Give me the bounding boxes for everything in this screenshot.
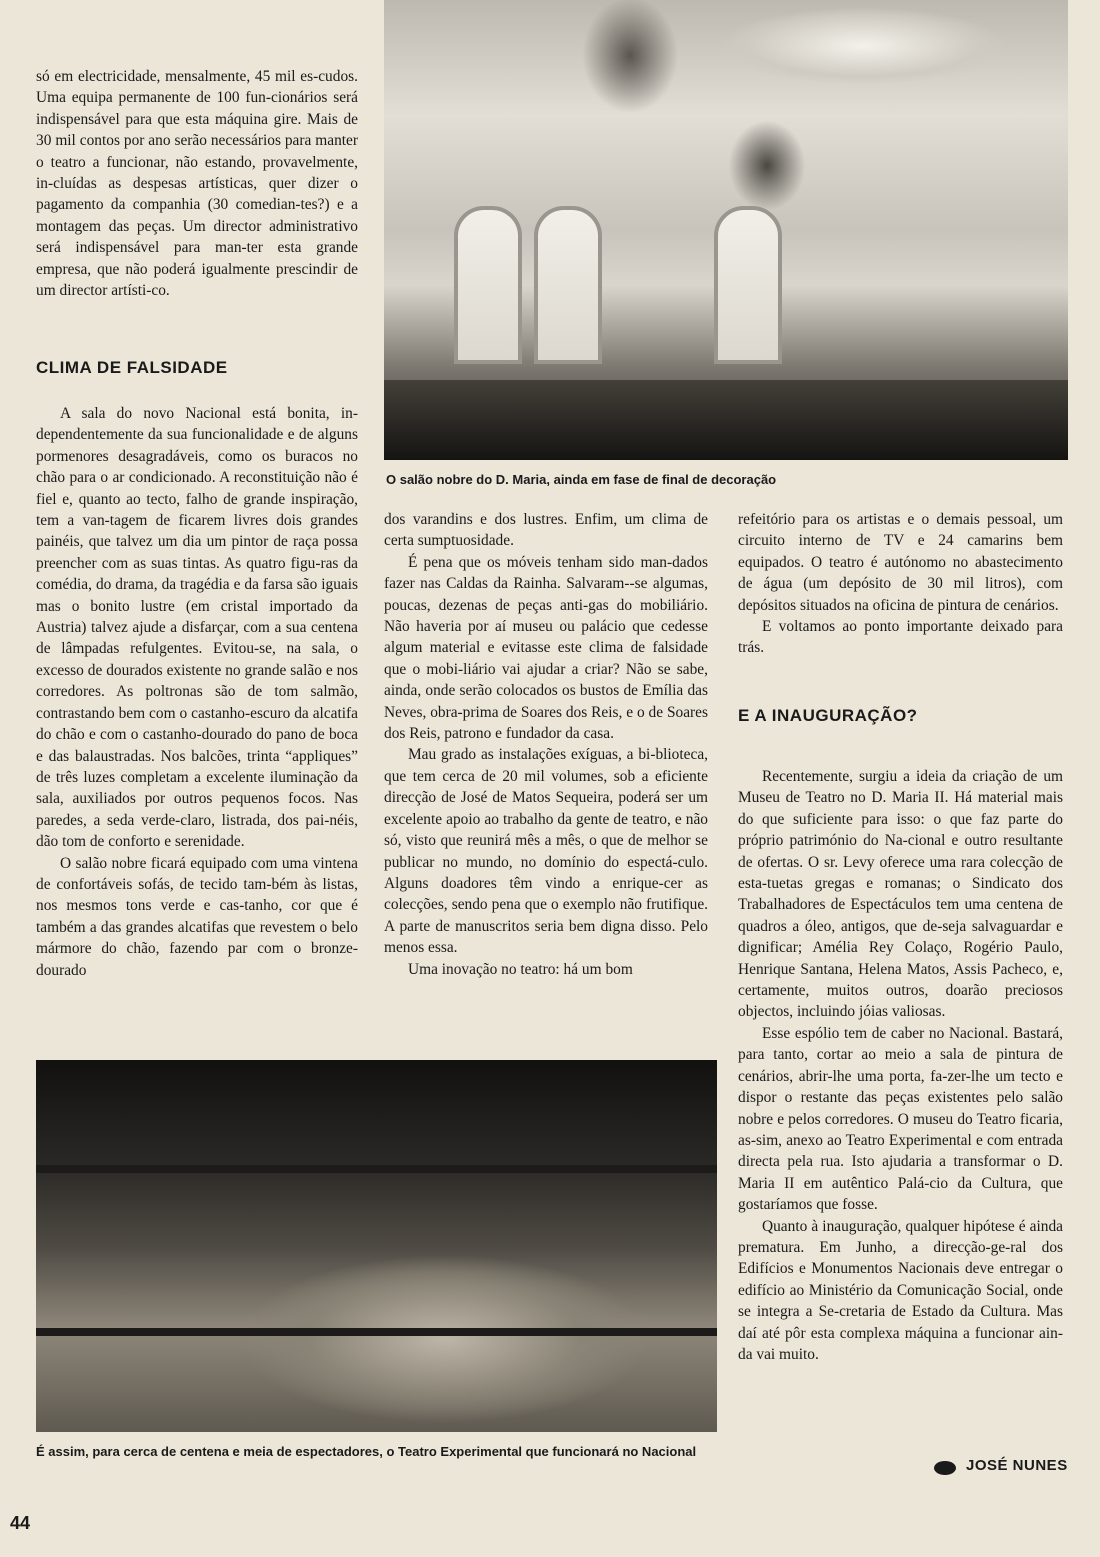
paragraph: Esse espólio tem de caber no Nacional. Bastará, para tanto, cortar ao meio a sala de pintura de cenários, abrir-lhe uma porta, fa-zer-lhe um tecto e dispor o restante das peças existentes pelo salão nobre e pelos corredores. O museu do Teatro ficaria, as-sim, anexo ao Teatro Experimental e com entrada directa pela rua. Isto ajudaria a transformar o D. Maria II em autêntico Palá-cio da Cultura, que gostaríamos que fosse. [738,1024,1063,1214]
photo-floor [384,380,1068,460]
photo-rail [36,1165,717,1173]
photo-arch [714,206,782,364]
caption-top-photo: O salão nobre do D. Maria, ainda em fase de final de decoração [386,472,777,487]
heading-e-a-inauguracao: E A INAUGURAÇÃO? [738,706,918,725]
paragraph: Quanto à inauguração, qualquer hipótese é ainda prematura. Em Junho, a direcção-ge-ral dos Edifícios e Monumentos Nacionais deve entregar o edifício ao Ministério da Comunicação Social, onde se integra a Se-cretaria de Estado da Cultura. Mas daí até pôr esta complexa máquina a funcionar ain-da vai muito. [738,1217,1063,1363]
paragraph: Mau grado as instalações exíguas, a bi-blioteca, que tem cerca de 20 mil volumes, sob a eficiente direcção de José de Matos Sequeira, poderá ser um excelente apoio ao trabalho da gente de teatro, e não só, visto que reunirá mês a mês, o que de melhor se publicar no mundo, no domínio do espectá-culo. Alguns doadores têm vindo a enrique-cer as colecções, sendo pena que o exemplo não frutifique. A parte de manuscritos seria bem digna disso. Pelo menos essa. [384,746,708,957]
heading-clima-de-falsidade: CLIMA DE FALSIDADE [36,358,228,377]
paragraph: A sala do novo Nacional está bonita, in-dependentemente da sua funcionalidade e de alguns pormenores desagradáveis, como os buracos no chão para o ar condicionado. A reconstituição não é fiel e, quanto ao tecto, falho de grande inspiração, tem a van-tagem de ficarem livres dois grandes painéis, que talvez um dia um pintor de raça possa preencher com as suas tintas. As quatro figu-ras da comédia, do drama, da tragédia e da farsa são iguais mas o bonito lustre (em cristal importado da Austria) talvez ajude a disfarçar, com a sua centena de lâmpadas refulgentes. Evitou-se, na sala, o excesso de dourados existente no grande salão e nos corredores. As poltronas são de tom salmão, contrastando bem com o castanho-escuro da alcatifa do chão e com o castanho-dourado do pano de boca e das balaustradas. Nos balcões, trinta “appliques” de três luzes completam a excelente iluminação da sala, auxiliados por outros pequenos focos. Nas paredes, a seda verde-claro, listrada, dos pai-néis, dão tom de conforto e serenidade. [36,405,358,851]
paragraph: dos varandins e dos lustres. Enfim, um clima de certa sumptuosidade. [384,511,708,550]
column-right-top [738,509,1063,659]
column-middle [384,509,708,980]
paragraph: O salão nobre ficará equipado com uma vintena de confortáveis sofás, de tecido tam-bém às listas, nos mesmos tons verde e cas-tanho, cor que é também a das grandes alcatifas que revestem o belo mármore do chão, fazendo par com o bronze-dourado [36,854,358,979]
column-right-bottom [738,766,1063,1365]
page-number: 44 [10,1513,31,1533]
photo-salao-nobre [384,0,1068,460]
photo-arch [454,206,522,364]
column-left-top [36,66,358,301]
paragraph: É pena que os móveis tenham sido man-dados fazer nas Caldas da Rainha. Salvaram--se algumas, poucas, dezenas de peças anti-gas do mobiliário. Não haveria por aí museu ou palácio que cedesse algum material e evitasse este clima de falsidade que o mobi-liário vai ajudar a criar? Não se sabe, ainda, onde serão colocados os bustos de Emília das Neves, obra-prima de Soares dos Reis, e o de Soares dos Reis, patrono e fundador da casa. [384,553,708,743]
paragraph: Recentemente, surgiu a ideia da criação de um Museu de Teatro no D. Maria II. Há material mais do que suficiente para isso: o que faz parte do próprio património do Na-cional e outro resultante de ofertas. O sr. Levy oferece uma rara colecção de esta-tuetas gregas e romanas; o Sindicato dos Trabalhadores de Espectáculos tem uma centena de quadros a óleo, antigos, que de-seja salvaguardar e dignificar; Amélia Rey Colaço, Rogério Paulo, Henrique Santana, Helena Matos, Assis Pacheco, e, certamente, muitos outros, doarão preciosos objectos, incluindo jóias valiosas. [738,768,1063,1021]
column-left-bottom [36,403,358,981]
author-byline: JOSÉ NUNES [966,1457,1068,1474]
byline-bullet-icon [934,1461,956,1475]
caption-bottom-photo: É assim, para cerca de centena e meia de espectadores, o Teatro Experimental que funcionará no Nacional [36,1444,697,1459]
photo-teatro-experimental [36,1060,717,1432]
paragraph: refeitório para os artistas e o demais pessoal, um circuito interno de TV e 24 camarins bem equipados. O teatro é autónomo no abastecimento de água (um depósito de 30 mil litros), com depósitos situados na oficina de pintura de cenários. [738,511,1063,614]
paragraph: E voltamos ao ponto importante deixado para trás. [738,618,1063,657]
photo-rail [36,1328,717,1336]
paragraph: só em electricidade, mensalmente, 45 mil es-cudos. Uma equipa permanente de 100 fun-cionários será indispensável para que esta máquina gire. Mais de 30 mil contos por ano serão necessários para manter o teatro a funcionar, não estando, provavelmente, in-cluídas as despesas artísticas, quer dizer o pagamento da companhia (30 comedian-tes?) e a montagem das peças. Um director administrativo será indispensável para man-ter esta grande empresa, que não poderá igualmente prescindir de um director artísti-co. [36,68,358,300]
paragraph: Uma inovação no teatro: há um bom [408,960,633,978]
photo-arch [534,206,602,364]
